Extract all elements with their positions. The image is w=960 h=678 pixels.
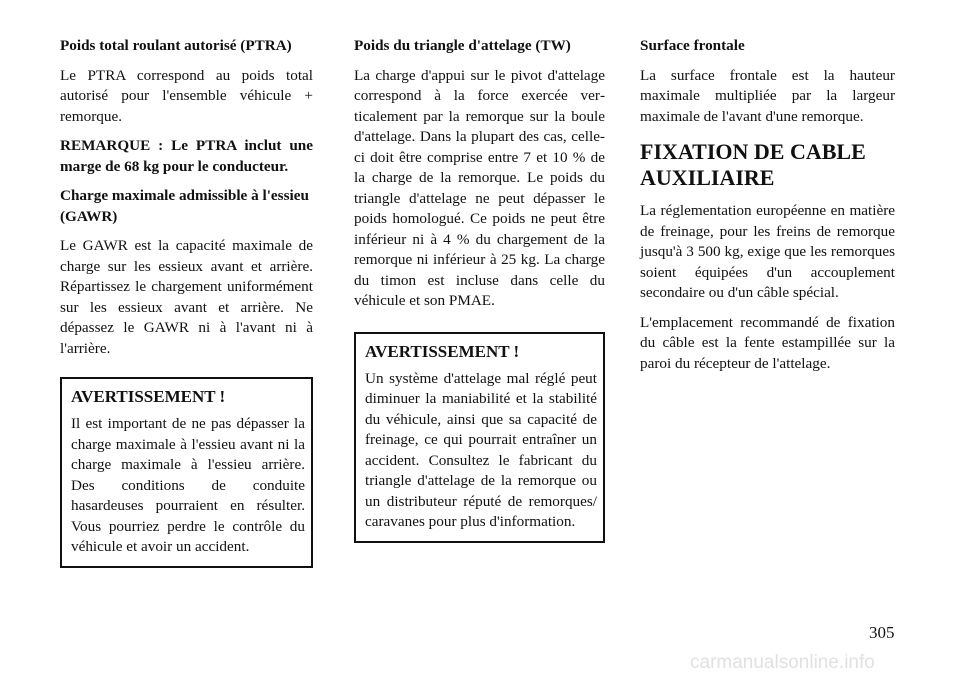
heading-tw: Poids du triangle d'attelage (TW) [354,37,571,54]
heading-frontal-area: Surface frontale [640,37,745,54]
warning-title: AVERTISSEMENT ! [365,341,520,361]
section-title-cable: FIXATION DE CABLE AUXILIAIRE [640,139,866,190]
column-3 [640,36,895,374]
watermark: carmanualsonline.info [690,652,875,673]
column-1 [60,36,313,568]
paragraph-regulation: La réglementation européenne en matière de freinage, pour les freins de remorque jusqu'à 3 500 kg, exige que les remorques soient équipées d'un accouplement secondaire ou d'un câble spécial. [640,202,895,301]
paragraph-tw: La charge d'appui sur le pivot d'attelage correspond à la force exercée verticalement par la remorque sur la boule d'attelage. Dans la plupart des cas, celle-ci doit être comprise entre 7 et 10 % de la charge de la remorque. Le poids du triangle d'attelage ne peut dépasser le poids homologué. Ce poids ne peut être inférieur ni à 4 % du chargement de la remorque ni inférieur à 25 kg. La charge du timon est incluse dans celle du véhicule et son PMAE. [354,66,605,309]
column-2 [354,36,605,543]
warning-box-hitch [354,332,605,543]
warning-title: AVERTISSEMENT ! [71,387,226,406]
paragraph-ptra: Le PTRA correspond au poids total autorisé pour l'ensemble véhicule + remorque. [60,66,313,125]
warning-text: Un système d'attelage mal réglé peut diminuer la maniabilité et la stabilité du véhicule, ainsi que sa capacité de freinage, ce qui pourrait entraîner un accident. Consultez le fabricant du triangle d'attelage de la remorque ou un distributeur réputé de remorques/ caravanes pour plus d'information. [365,369,597,530]
paragraph-frontal-area: La surface frontale est la hauteur maximale multipliée par la largeur maximale de l'avant d'une remorque. [640,66,895,125]
paragraph-cable-location: L'emplacement recommandé de fixation du câble est la fente estampillée sur la paroi du récepteur de l'attelage. [640,313,895,372]
warning-text: Il est important de ne pas dépasser la charge maximale à l'essieu avant ni la charge maximale à l'essieu arrière. Des conditions de conduite hasardeuses pourraient en résulter. Vous pourriez perdre le contrôle du véhicule et avoir un accident. [71,415,305,555]
heading-ptra: Poids total roulant autorisé (PTRA) [60,37,292,54]
paragraph-gawr: Le GAWR est la capacité maximale de charge sur les essieux avant et arrière. Répartissez le chargement uniformément sur les essieux avant et arrière. Ne dépassez le GAWR ni à l'avant ni à l'arrière. [60,237,313,357]
warning-box-axle [60,377,313,568]
page-number: 305 [869,623,895,642]
note-ptra: REMARQUE : Le PTRA inclut une marge de 68 kg pour le conducteur. [60,137,313,175]
heading-gawr: Charge maximale admissible à l'essieu (GAWR) [60,187,309,225]
